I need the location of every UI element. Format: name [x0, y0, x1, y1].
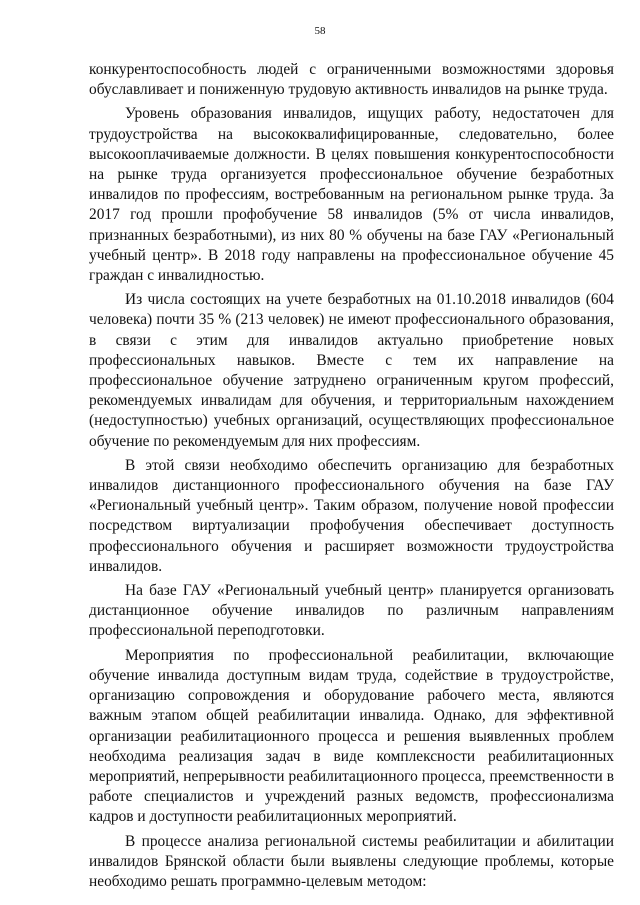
- paragraph-education-level: Уровень образования инвалидов, ищущих работу, недостаточен для трудоустройства на высококвалифицированные, следовательно, более высокооплачиваемые должности. В целях повышения конкурентоспособности на рынке труда организуется профессиональное обучение безработных инвалидов по профессиям, востребованным на региональном рынке труда. За 2017 год прошли профобучение 58 инвалидов (5% от числа инвалидов, признанных безработными), из них 80 % обучены на базе ГАУ «Региональный учебный центр». В 2018 году направлены на профессиональное обучение 45 граждан с инвалидностью.: [89, 105, 614, 285]
- paragraph-rehabilitation-measures: Мероприятия по профессиональной реабилитации, включающие обучение инвалида доступным видам труда, содействие в трудоустройстве, организацию сопровождения и оборудование рабочего места, являются важным этапом общей реабилитации инвалида. Однако, для эффективной организации реабилитационного процесса и решения выявленных проблем необходима реализация задач в виде комплексности реабилитационных мероприятий, непрерывности реабилитационного процесса, преемственности в работе специалистов и учреждений разных ведомств, профессионализма кадров и доступности реабилитационных мероприятий.: [89, 646, 614, 826]
- page-number: 58: [314, 25, 326, 37]
- paragraph-distance-learning-plan: На базе ГАУ «Региональный учебный центр» планируется организовать дистанционное обучение инвалидов по различным направлениям профессиональной переподготовки.: [89, 582, 614, 640]
- document-body: [89, 60, 614, 896]
- paragraph-continuation: конкурентоспособность людей с ограниченными возможностями здоровья обуславливает и пониженную трудовую активность инвалидов на рынке труда.: [89, 61, 614, 99]
- paragraph-distance-learning-need: В этой связи необходимо обеспечить организацию для безработных инвалидов дистанционного профессионального обучения на базе ГАУ «Региональный учебный центр». Таким образом, получение новой профессии посредством виртуализации профобучения обеспечивает доступность профессионального обучения и расширяет возможности трудоустройства инвалидов.: [89, 456, 614, 575]
- paragraph-unemployed-statistics: Из числа состоящих на учете безработных на 01.10.2018 инвалидов (604 человека) почти 35 % (213 человек) не имеют профессионального образования, в связи с этим для инвалидов актуально приобретение новых профессиональных навыков. Вместе с тем их направление на профессиональное обучение затруднено ограниченным кругом профессий, рекомендуемых инвалидам для обучения, и территориальным нахождением (недоступностью) учебных организаций, осуществляющих профессиональное обучение по рекомендуемым для них профессиям.: [89, 291, 614, 450]
- paragraph-problems-intro: В процессе анализа региональной системы реабилитации и абилитации инвалидов Брянской области были выявлены следующие проблемы, которые необходимо решать программно-целевым методом:: [89, 832, 614, 890]
